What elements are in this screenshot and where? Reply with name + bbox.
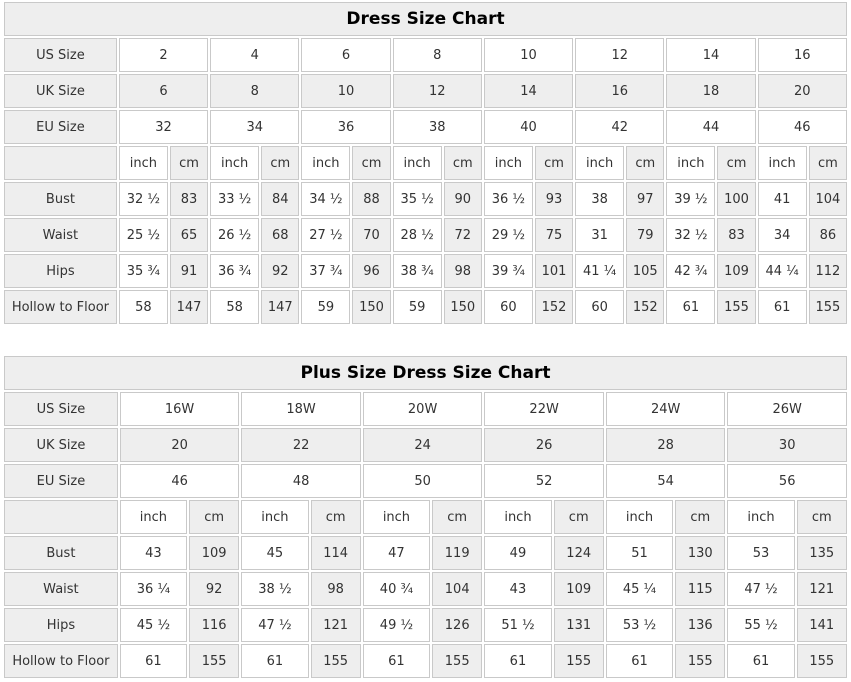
size-value-cell: 22W [484, 392, 604, 426]
measurement-cm-cell: 155 [717, 290, 755, 324]
table-row [4, 290, 847, 324]
measurement-cm-cell: 92 [189, 572, 239, 606]
size-value-cell: 20W [363, 392, 483, 426]
measurement-inch-cell: 36 ½ [484, 182, 533, 216]
table-row [4, 572, 847, 606]
measurement-cm-cell: 79 [626, 218, 664, 252]
unit-inch-header: inch [301, 146, 350, 180]
measurement-cm-cell: 114 [311, 536, 361, 570]
measurement-cm-cell: 155 [554, 644, 604, 678]
measurement-inch-cell: 31 [575, 218, 624, 252]
unit-inch-header: inch [393, 146, 442, 180]
measurement-inch-cell: 61 [758, 290, 807, 324]
table-row [4, 74, 847, 108]
plus-size-dress-size-chart-table [2, 354, 849, 680]
measurement-inch-cell: 61 [241, 644, 308, 678]
measurement-inch-cell: 27 ½ [301, 218, 350, 252]
row-label: Bust [4, 536, 118, 570]
unit-inch-header: inch [666, 146, 715, 180]
measurement-inch-cell: 61 [606, 644, 673, 678]
size-value-cell: 26W [727, 392, 847, 426]
size-value-cell: 54 [606, 464, 726, 498]
size-value-cell: 30 [727, 428, 847, 462]
dress-size-chart-table [2, 0, 849, 326]
measurement-cm-cell: 86 [809, 218, 847, 252]
measurement-inch-cell: 43 [484, 572, 551, 606]
measurement-cm-cell: 83 [717, 218, 755, 252]
table-row [4, 464, 847, 498]
unit-cm-header: cm [717, 146, 755, 180]
measurement-inch-cell: 38 ½ [241, 572, 308, 606]
measurement-inch-cell: 37 ¾ [301, 254, 350, 288]
measurement-cm-cell: 104 [809, 182, 847, 216]
measurement-cm-cell: 152 [626, 290, 664, 324]
measurement-cm-cell: 93 [535, 182, 573, 216]
measurement-inch-cell: 51 ½ [484, 608, 551, 642]
row-label: EU Size [4, 110, 117, 144]
unit-inch-header: inch [727, 500, 794, 534]
measurement-cm-cell: 131 [554, 608, 604, 642]
size-value-cell: 10 [301, 74, 390, 108]
measurement-inch-cell: 61 [484, 644, 551, 678]
measurement-inch-cell: 34 [758, 218, 807, 252]
row-label: Waist [4, 218, 117, 252]
unit-cm-header: cm [444, 146, 482, 180]
unit-cm-header: cm [352, 146, 390, 180]
measurement-cm-cell: 150 [444, 290, 482, 324]
chart-title: Dress Size Chart [4, 2, 847, 36]
measurement-cm-cell: 135 [797, 536, 847, 570]
unit-inch-header: inch [484, 146, 533, 180]
table-row [4, 254, 847, 288]
measurement-inch-cell: 28 ½ [393, 218, 442, 252]
size-value-cell: 50 [363, 464, 483, 498]
measurement-cm-cell: 155 [432, 644, 482, 678]
row-label: US Size [4, 392, 118, 426]
unit-inch-header: inch [606, 500, 673, 534]
size-value-cell: 38 [393, 110, 482, 144]
measurement-cm-cell: 96 [352, 254, 390, 288]
row-label: Hips [4, 608, 118, 642]
unit-row-spacer [4, 500, 118, 534]
unit-inch-header: inch [758, 146, 807, 180]
measurement-cm-cell: 97 [626, 182, 664, 216]
measurement-inch-cell: 36 ¾ [210, 254, 259, 288]
measurement-cm-cell: 147 [170, 290, 208, 324]
measurement-inch-cell: 39 ½ [666, 182, 715, 216]
measurement-inch-cell: 34 ½ [301, 182, 350, 216]
measurement-inch-cell: 45 [241, 536, 308, 570]
size-value-cell: 12 [575, 38, 664, 72]
measurement-cm-cell: 155 [675, 644, 725, 678]
measurement-cm-cell: 121 [797, 572, 847, 606]
measurement-inch-cell: 55 ½ [727, 608, 794, 642]
table-row [4, 146, 847, 180]
measurement-cm-cell: 155 [189, 644, 239, 678]
measurement-inch-cell: 53 ½ [606, 608, 673, 642]
row-label: Bust [4, 182, 117, 216]
unit-inch-header: inch [241, 500, 308, 534]
measurement-cm-cell: 65 [170, 218, 208, 252]
measurement-inch-cell: 41 [758, 182, 807, 216]
size-value-cell: 42 [575, 110, 664, 144]
size-value-cell: 18 [666, 74, 755, 108]
table-row [4, 608, 847, 642]
measurement-inch-cell: 38 ¾ [393, 254, 442, 288]
size-value-cell: 34 [210, 110, 299, 144]
unit-inch-header: inch [363, 500, 430, 534]
unit-inch-header: inch [210, 146, 259, 180]
table-row [4, 182, 847, 216]
size-value-cell: 2 [119, 38, 208, 72]
measurement-inch-cell: 45 ¼ [606, 572, 673, 606]
measurement-cm-cell: 116 [189, 608, 239, 642]
row-label: UK Size [4, 74, 117, 108]
unit-cm-header: cm [797, 500, 847, 534]
measurement-cm-cell: 136 [675, 608, 725, 642]
measurement-cm-cell: 109 [189, 536, 239, 570]
measurement-cm-cell: 75 [535, 218, 573, 252]
measurement-cm-cell: 141 [797, 608, 847, 642]
unit-cm-header: cm [809, 146, 847, 180]
measurement-cm-cell: 90 [444, 182, 482, 216]
unit-inch-header: inch [120, 500, 187, 534]
measurement-inch-cell: 43 [120, 536, 187, 570]
size-value-cell: 46 [758, 110, 847, 144]
measurement-cm-cell: 124 [554, 536, 604, 570]
measurement-inch-cell: 39 ¾ [484, 254, 533, 288]
measurement-inch-cell: 44 ¼ [758, 254, 807, 288]
table-row [4, 536, 847, 570]
row-label: UK Size [4, 428, 118, 462]
table-row [4, 644, 847, 678]
chart-title: Plus Size Dress Size Chart [4, 356, 847, 390]
measurement-cm-cell: 109 [554, 572, 604, 606]
measurement-inch-cell: 53 [727, 536, 794, 570]
measurement-inch-cell: 47 ½ [241, 608, 308, 642]
measurement-inch-cell: 47 [363, 536, 430, 570]
measurement-inch-cell: 29 ½ [484, 218, 533, 252]
measurement-inch-cell: 35 ¾ [119, 254, 168, 288]
unit-cm-header: cm [675, 500, 725, 534]
size-value-cell: 14 [484, 74, 573, 108]
measurement-cm-cell: 72 [444, 218, 482, 252]
size-value-cell: 56 [727, 464, 847, 498]
size-value-cell: 18W [241, 392, 361, 426]
measurement-cm-cell: 115 [675, 572, 725, 606]
unit-cm-header: cm [189, 500, 239, 534]
size-value-cell: 52 [484, 464, 604, 498]
unit-cm-header: cm [261, 146, 299, 180]
unit-cm-header: cm [170, 146, 208, 180]
measurement-inch-cell: 32 ½ [666, 218, 715, 252]
measurement-cm-cell: 155 [797, 644, 847, 678]
measurement-cm-cell: 112 [809, 254, 847, 288]
size-value-cell: 16 [575, 74, 664, 108]
measurement-inch-cell: 36 ¼ [120, 572, 187, 606]
measurement-cm-cell: 83 [170, 182, 208, 216]
size-value-cell: 24 [363, 428, 483, 462]
size-value-cell: 26 [484, 428, 604, 462]
unit-inch-header: inch [484, 500, 551, 534]
measurement-inch-cell: 61 [120, 644, 187, 678]
row-label: EU Size [4, 464, 118, 498]
size-value-cell: 48 [241, 464, 361, 498]
measurement-cm-cell: 105 [626, 254, 664, 288]
table-row [4, 356, 847, 390]
size-value-cell: 36 [301, 110, 390, 144]
measurement-cm-cell: 121 [311, 608, 361, 642]
size-value-cell: 20 [120, 428, 240, 462]
unit-inch-header: inch [119, 146, 168, 180]
row-label: US Size [4, 38, 117, 72]
table-row [4, 500, 847, 534]
size-value-cell: 14 [666, 38, 755, 72]
measurement-cm-cell: 155 [809, 290, 847, 324]
measurement-cm-cell: 68 [261, 218, 299, 252]
size-value-cell: 28 [606, 428, 726, 462]
unit-row-spacer [4, 146, 117, 180]
unit-inch-header: inch [575, 146, 624, 180]
measurement-inch-cell: 32 ½ [119, 182, 168, 216]
measurement-cm-cell: 98 [311, 572, 361, 606]
table-row [4, 428, 847, 462]
measurement-inch-cell: 26 ½ [210, 218, 259, 252]
measurement-cm-cell: 119 [432, 536, 482, 570]
table-row [4, 2, 847, 36]
size-value-cell: 6 [119, 74, 208, 108]
measurement-cm-cell: 91 [170, 254, 208, 288]
measurement-inch-cell: 35 ½ [393, 182, 442, 216]
measurement-inch-cell: 58 [119, 290, 168, 324]
size-value-cell: 6 [301, 38, 390, 72]
measurement-inch-cell: 40 ¾ [363, 572, 430, 606]
measurement-inch-cell: 33 ½ [210, 182, 259, 216]
measurement-inch-cell: 45 ½ [120, 608, 187, 642]
table-row [4, 218, 847, 252]
unit-cm-header: cm [626, 146, 664, 180]
size-value-cell: 8 [210, 74, 299, 108]
measurement-cm-cell: 70 [352, 218, 390, 252]
size-value-cell: 4 [210, 38, 299, 72]
row-label: Hips [4, 254, 117, 288]
measurement-cm-cell: 101 [535, 254, 573, 288]
measurement-cm-cell: 130 [675, 536, 725, 570]
measurement-inch-cell: 58 [210, 290, 259, 324]
measurement-cm-cell: 100 [717, 182, 755, 216]
size-value-cell: 40 [484, 110, 573, 144]
measurement-inch-cell: 59 [301, 290, 350, 324]
row-label: Waist [4, 572, 118, 606]
measurement-cm-cell: 109 [717, 254, 755, 288]
measurement-inch-cell: 49 ½ [363, 608, 430, 642]
measurement-inch-cell: 61 [363, 644, 430, 678]
size-value-cell: 44 [666, 110, 755, 144]
size-value-cell: 16W [120, 392, 240, 426]
measurement-cm-cell: 88 [352, 182, 390, 216]
row-label: Hollow to Floor [4, 644, 118, 678]
table-row [4, 110, 847, 144]
measurement-cm-cell: 98 [444, 254, 482, 288]
size-value-cell: 8 [393, 38, 482, 72]
measurement-inch-cell: 47 ½ [727, 572, 794, 606]
measurement-inch-cell: 38 [575, 182, 624, 216]
measurement-inch-cell: 60 [575, 290, 624, 324]
measurement-cm-cell: 84 [261, 182, 299, 216]
measurement-inch-cell: 41 ¼ [575, 254, 624, 288]
unit-cm-header: cm [535, 146, 573, 180]
table-row [4, 38, 847, 72]
measurement-inch-cell: 49 [484, 536, 551, 570]
measurement-cm-cell: 155 [311, 644, 361, 678]
size-value-cell: 12 [393, 74, 482, 108]
size-value-cell: 10 [484, 38, 573, 72]
size-value-cell: 20 [758, 74, 847, 108]
measurement-inch-cell: 51 [606, 536, 673, 570]
measurement-cm-cell: 104 [432, 572, 482, 606]
measurement-inch-cell: 42 ¾ [666, 254, 715, 288]
size-value-cell: 24W [606, 392, 726, 426]
size-value-cell: 32 [119, 110, 208, 144]
measurement-cm-cell: 150 [352, 290, 390, 324]
unit-cm-header: cm [432, 500, 482, 534]
measurement-cm-cell: 126 [432, 608, 482, 642]
size-value-cell: 46 [120, 464, 240, 498]
measurement-inch-cell: 61 [727, 644, 794, 678]
row-label: Hollow to Floor [4, 290, 117, 324]
measurement-cm-cell: 147 [261, 290, 299, 324]
measurement-inch-cell: 61 [666, 290, 715, 324]
measurement-cm-cell: 92 [261, 254, 299, 288]
unit-cm-header: cm [311, 500, 361, 534]
measurement-inch-cell: 60 [484, 290, 533, 324]
table-row [4, 392, 847, 426]
measurement-inch-cell: 25 ½ [119, 218, 168, 252]
size-value-cell: 22 [241, 428, 361, 462]
size-value-cell: 16 [758, 38, 847, 72]
measurement-inch-cell: 59 [393, 290, 442, 324]
unit-cm-header: cm [554, 500, 604, 534]
measurement-cm-cell: 152 [535, 290, 573, 324]
